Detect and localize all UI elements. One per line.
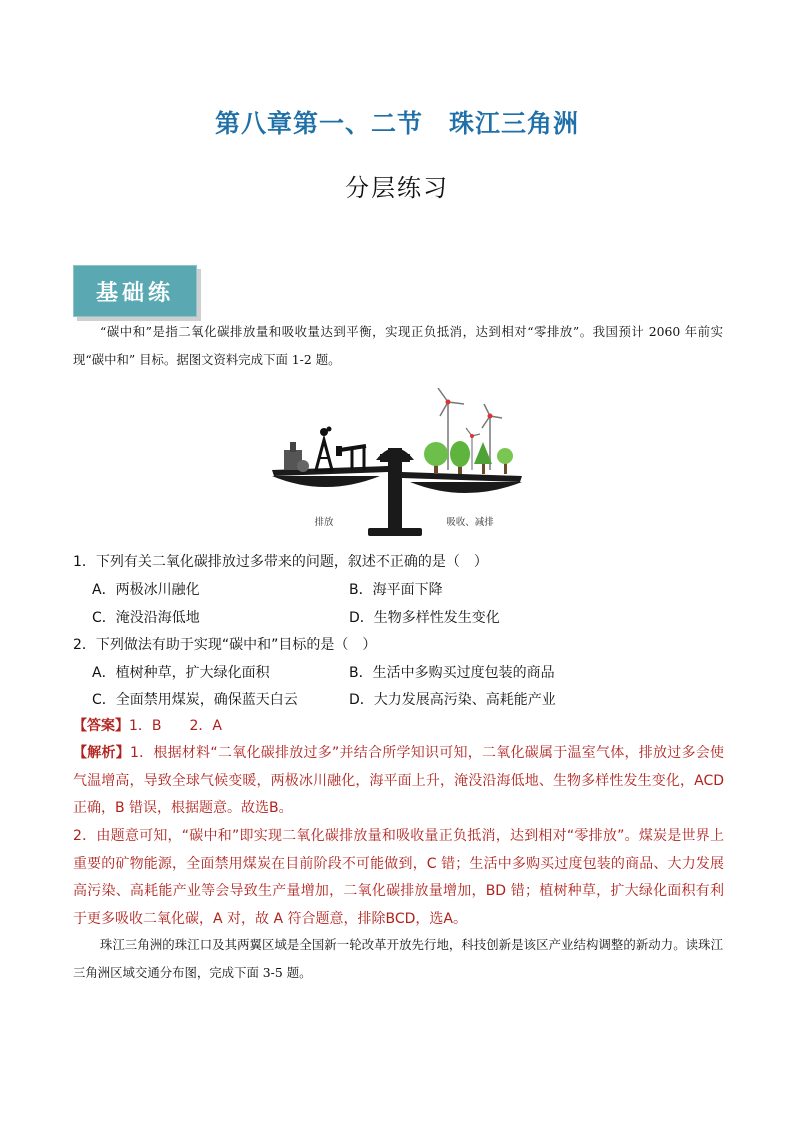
pumpjack-icon xyxy=(336,446,366,470)
question-2-option-d: D．大力发展高污染、高耗能产业 xyxy=(349,692,556,708)
tree-icon xyxy=(497,448,513,474)
intro-paragraph-1: “碳中和”是指二氧化碳排放量和吸收量达到平衡，实现正负抵消，达到相对“零排放”。我国预计 2060 年前实现“碳中和” 目标。据图文资料完成下面 1-2 题。 xyxy=(73,324,723,367)
analysis-paragraph-1 xyxy=(73,740,724,823)
answer-line xyxy=(73,713,724,741)
oil-derrick-icon xyxy=(316,427,332,471)
question-2-stem: 2．下列做法有助于实现“碳中和”目标的是（ ） xyxy=(73,637,377,653)
intro-paragraph-2: 珠江三角洲的珠江口及其两翼区域是全国新一轮改革开放先行地，科技创新是该区产业结构调整的新动力。读珠江三角洲区域交通分布图，完成下面 3-5 题。 xyxy=(73,937,723,980)
emission-label: 排放 xyxy=(314,517,334,528)
question-1-option-d: D．生物多样性发生变化 xyxy=(349,610,500,626)
answer-text: 1．B 2．A xyxy=(129,718,222,734)
question-2-option-b: B．生活中多购买过度包装的商品 xyxy=(349,665,555,681)
question-1-option-a: A．两极冰川融化 xyxy=(92,582,200,598)
question-1-option-c: C．淹没沿海低地 xyxy=(92,610,200,626)
carbon-balance-scale-illustration xyxy=(270,388,524,543)
answer-label: 【答案】 xyxy=(73,718,129,734)
scale-base xyxy=(368,528,422,536)
document-subtitle: 分层练习 xyxy=(345,174,449,202)
section-badge: 基础练 xyxy=(73,265,197,317)
analysis-paragraph-2: 2．由题意可知，“碳中和”即实现二氧化碳排放量和吸收量正负抵消，达到相对“零排放”。煤炭是世界上重要的矿物能源，全面禁用煤炭在目前阶段不可能做到，C 错；生活中多购买过度包装的商品、大力发展高污染、高耗能产业等会导致生产量增加，二氧化碳排放量增加，BD 错；植树种草，扩大绿化面积有利于更多吸收二氧化碳，A 对，故 A 符合题意，排除BCD，选A。 xyxy=(73,828,724,927)
question-1-option-b: B．海平面下降 xyxy=(349,582,443,598)
emission-factory-icon xyxy=(284,442,309,472)
question-1-stem: 1．下列有关二氧化碳排放过多带来的问题，叙述不正确的是（ ） xyxy=(73,554,488,570)
analysis-label: 【解析】 xyxy=(73,745,131,761)
tree-icon xyxy=(424,442,448,474)
document-title: 第八章第一、二节 珠江三角洲 xyxy=(214,109,579,138)
scale-right-pan xyxy=(410,482,522,493)
absorption-label: 吸收、减排 xyxy=(446,517,494,528)
question-2-option-a: A．植树种草，扩大绿化面积 xyxy=(92,665,270,681)
analysis-text-1: 1．根据材料“二氧化碳排放过多”并结合所学知识可知，二氧化碳属于温室气体，排放过多会使气温增高，导致全球气候变暖，两极冰川融化，海平面上升，淹没沿海低地、生物多样性发生变化，ACD 正确，B 错误，根据题意。故选B。 xyxy=(73,745,724,816)
scale-left-pan xyxy=(272,476,380,487)
tree-icon xyxy=(450,441,470,474)
question-2-option-c: C．全面禁用煤炭，确保蓝天白云 xyxy=(92,692,298,708)
